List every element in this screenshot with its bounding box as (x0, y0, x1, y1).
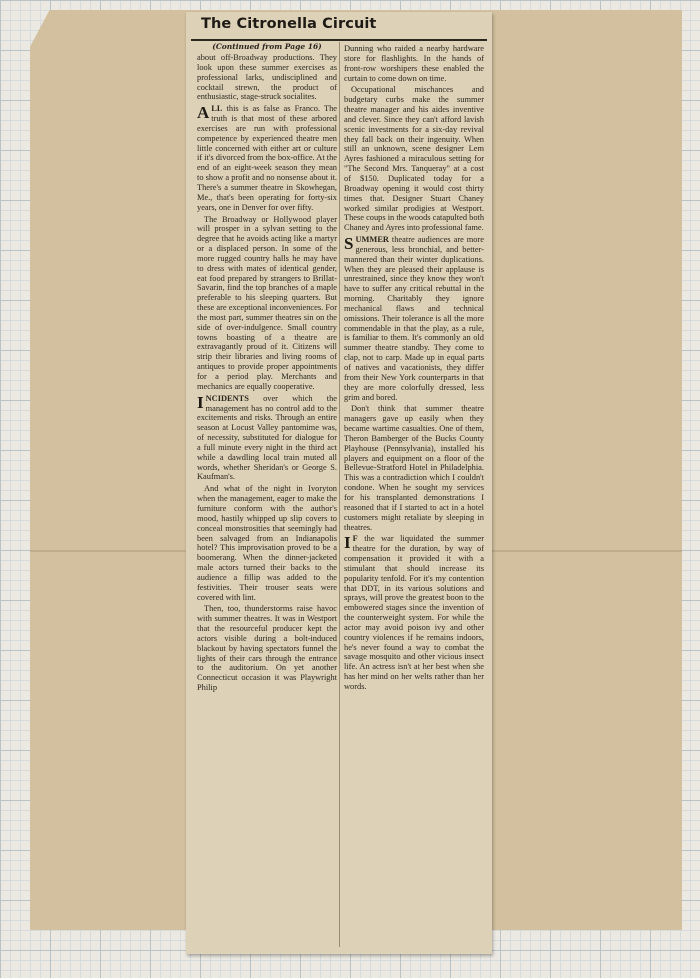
drop-cap: S (344, 234, 354, 254)
paragraph: INCIDENTS over which the management has no control add to the excitements and risks. Through an entire season at Locust Valley pantomime was, of necessity, substituted for dialogue for a full minute every night in the third act while a dawdling local train muted all words, whether Sheridan's or George S. Kaufman's. (197, 392, 337, 482)
drop-cap: A (197, 103, 210, 123)
paragraph: And what of the night in Ivoryton when the management, eager to make the furniture conform with the author's mood, hastily whipped up slip covers to conceal monstrosities that seemingly had been salvaged from an Indianapolis hotel? This improvisation proved to be a boomerang. When the dinner-jacketed male actors turned their backs to the audience a fillip was added to the festivities. Their trouser seats were covered with lint. (197, 484, 337, 602)
paragraph: The Broadway or Hollywood player will prosper in a sylvan setting to the degree that he avoids acting like a martyr or a displaced person. In some of the more rugged country halls he may have to dress with mates of identical gender, eat food prepared by strangers to Brillat-Savarin, find the top branches of a maple preferable to his sleeping quarters. But these are exceptional inconveniences. For the most part, summer theatres sin on the side of over-indulgence. Small country towns boasting of a theatre are extravagantly proud of it. Citizens will strip their libraries and living rooms of antiques to provide proper appointments for a period play. Merchants and mechanics are equally cooperative. (197, 214, 337, 391)
paragraph: I F the war liquidated the summer theatre for the duration, by way of compensation it provided it with a stimulant that should increase its popularity tenfold. For it's my contention that DDT, in its various solutions and sprays, will prove the greatest boon to the embowered stages since the invention of the counterweight system. For while the actor may avoid poison ivy and other country violences if he remains indoors, he's never found a way to combat the savage mosquito and other vicious insect life. An actress isn't at her best when she has her mind on her welts rather than her words. (344, 533, 485, 691)
paragraph: Occupational mischances and budgetary curbs make the summer theatre manager and his aides inventive and clever. Since they can't afford lavish scenic investments for a six-day revival they fall back on their ingenuity. When still an unknown, scene designer Lem Ayres fashioned a miraculous setting for "The Second Mrs. Tanqueray" at a cost of $150. Duplicated today for a Broadway opening it would cost thirty times that. Designer Stuart Chaney worked similar prodigies at Westport. These coups in the woods catapulted both Chaney and Ayres into professional fame. (344, 85, 485, 233)
paragraph: Dunning who raided a nearby hardware store for flashlights. In the hands of front-row worshipers these enabled the curtain to come down on time. (344, 44, 484, 83)
article-header (191, 14, 487, 41)
paragraph: about off-Broadway productions. They look upon these summer exercises as professional larks, undisciplined and cocktail strewn, the product of enthusiastic, stage-struck socialites. (197, 53, 337, 102)
column-rule (339, 42, 340, 947)
paragraph: Then, too, thunderstorms raise havoc with summer theatres. It was in Westport that the resourceful producer kept the actors visible during a bolt-induced blackout by having spectators funnel the lights of their cars through the entrance to the auditorium. On yet another Connecticut occasion it was Playwright Philip (197, 604, 337, 693)
article-title: The Citronella Circuit (201, 16, 377, 32)
drop-cap: I (197, 392, 204, 412)
drop-cap: I (344, 533, 351, 553)
newspaper-clipping (186, 12, 492, 954)
column-left (197, 42, 337, 695)
continued-note: (Continued from Page 16) (212, 42, 322, 51)
paragraph: ALL this is as false as Franco. The truth is that most of these arbored exercises are run with professional competence by experienced theatre men little concerned with either art or culture if it's divorced from the box-office. At the end of an eight-week season they mean to show a profit and no nonsense about it. There's a summer theatre in Skowhegan, Me., that's been operating for forty-six years, one in Denver for over fifty. (197, 103, 337, 212)
paragraph: SUMMER theatre audiences are more generous, less bronchial, and better-mannered than their winter duplications. When they are pleased their applause is unrestrained, since they know they won't have to suffer any critical rebuttal in the morning. Charitably they ignore mechanical flaws and technical omissions. Their tolerance is all the more commendable in that the play, as a rule, is familiar to them. It's commonly an old summer theatre standby. They come to clap, not to carp. Made up in equal parts of natives and vacationists, they differ from their New York counterparts in that they are more colorfully dressed, less grim and bored. (344, 234, 484, 402)
paragraph: Don't think that summer theatre managers gave up easily when they became wartime casualties. One of them, Theron Bamberger of the Bucks County Playhouse (Pennsylvania), installed his players and equipment on a floor of the Bellevue-Stratford Hotel in Philadelphia. This was a contradiction which I couldn't condone. When he sought my services for his transplanted demonstrations I reasoned that if I started to act in a hotel customers might retaliate by sleeping in theatres. (344, 404, 484, 532)
column-right (344, 44, 484, 694)
